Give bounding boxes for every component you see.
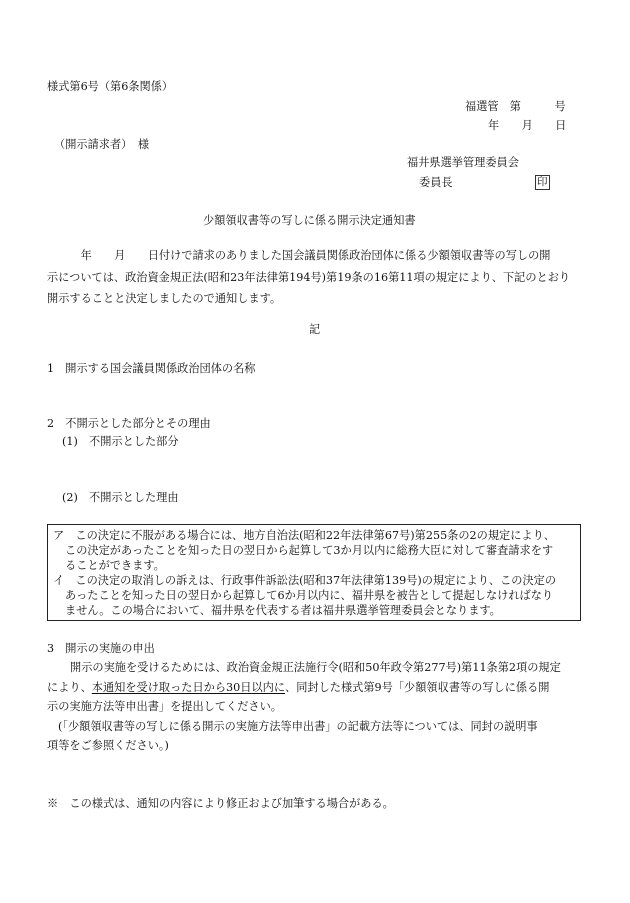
issuer-title: 委員長 xyxy=(419,176,453,189)
document-title: 少額領収書等の写しに係る開示決定通知書 xyxy=(203,214,416,227)
body-paragraph xyxy=(47,245,570,310)
appeal-notice-box xyxy=(47,524,581,621)
notice-b-line: ません。この場合において、福井県を代表する者は福井県選挙管理委員会となります。 xyxy=(65,604,501,617)
notice-b-line: あったことを知った日の翌日から起算して6か月以内に、福井県を被告として提起しなければなり xyxy=(65,589,554,602)
recipient: （開示請求者） 様 xyxy=(54,138,150,151)
body-line: 開示することと決定しましたので通知します。 xyxy=(47,292,282,305)
section2-sub1: (1) 不開示とした部分 xyxy=(62,435,179,448)
notice-b-line: イ この決定の取消しの訴えは、行政事件訴訟法(昭和37年法律第139号)の規定により、この決定の xyxy=(53,574,557,587)
issue-date: 年 月 日 xyxy=(488,119,567,132)
section3-line2-post: 、同封した様式第9号「少額領収書等の写しに係る開 xyxy=(285,680,550,694)
section2-sub2: (2) 不開示とした理由 xyxy=(62,491,179,504)
notice-a-line: ることができます。 xyxy=(65,559,165,572)
section3-line: 開示の実施を受けるためには、政治資金規正法施行令(昭和50年政令第277号)第11条第2項の規定 xyxy=(70,661,561,674)
form-number: 様式第6号（第6条関係） xyxy=(47,80,174,93)
section3-line: (「少額領収書等の写しに係る開示の実施方法等申出書」の記載方法等については、同封の説明事 xyxy=(58,719,538,733)
seal-label: 印 xyxy=(537,176,548,188)
ki-heading: 記 xyxy=(309,323,321,336)
issuer-organization: 福井県選挙管理委員会 xyxy=(407,156,519,169)
section3-line2-pre: により、 xyxy=(47,680,92,694)
notice-a-line: この決定があったことを知った日の翌日から起算して3か月以内に総務大臣に対して審査請求をす xyxy=(65,544,554,557)
body-line: 示については、政治資金規正法(昭和23年法律第194号)第19条の16第11項の規定により、下記のとおり xyxy=(47,270,571,284)
deadline-underlined: 本通知を受け取った日から30日以内に xyxy=(91,680,286,694)
section3-line xyxy=(47,678,561,698)
seal-mark xyxy=(535,175,550,190)
body-line: 年 月 日付けで請求のありました国会議員関係政治団体に係る少額領収書等の写しの開 xyxy=(47,249,551,262)
document-number: 福選管 第 号 xyxy=(465,100,566,113)
section3-line: 示の実施方法等申出書」を提出してください。 xyxy=(47,700,282,713)
section3-heading: 3 開示の実施の申出 xyxy=(47,642,155,655)
section3-body xyxy=(47,658,561,756)
section3-line: 項等をご参照ください。) xyxy=(47,739,169,752)
footnote: ※ この様式は、通知の内容により修正および加筆する場合がある。 xyxy=(47,797,394,810)
notice-a-line: ア この決定に不服がある場合には、地方自治法(昭和22年法律第67号)第255条の2の規定により、 xyxy=(53,529,555,542)
section1-heading: 1 開示する国会議員関係政治団体の名称 xyxy=(47,362,256,375)
section2-heading: 2 不開示とした部分とその理由 xyxy=(47,417,211,430)
